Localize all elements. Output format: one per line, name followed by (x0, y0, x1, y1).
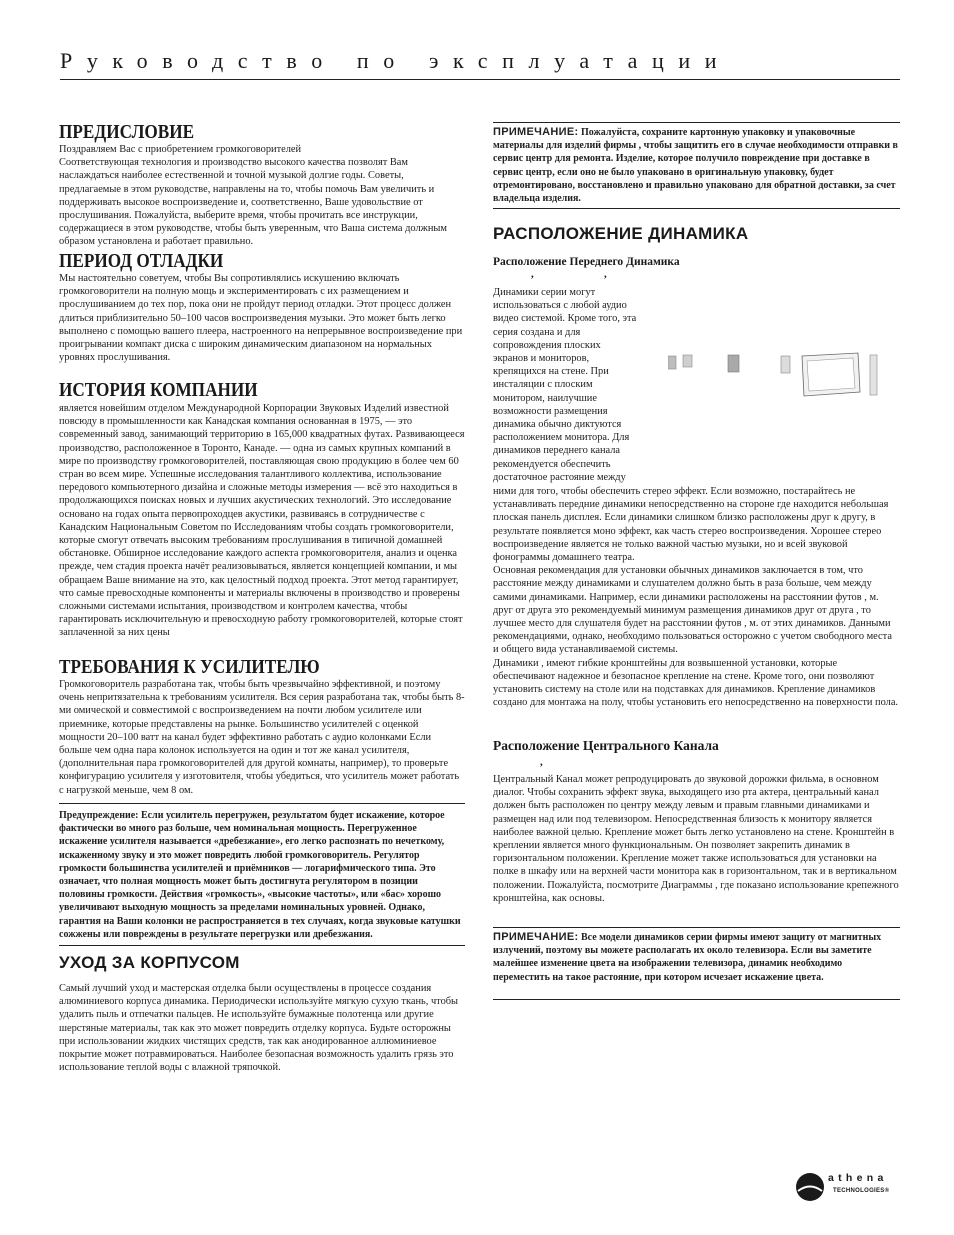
comma-mark: , (604, 268, 607, 280)
note1 (493, 126, 900, 205)
preface-text: Поздравляем Вас с приобретением громкоговорителей Соответствующая технология и производство высокого качества позволят Вам наслаждаться наиболее естественной и точной музыкой долгие годы. Советы, предлагаемые в этом руководстве, направлены на то, чтобы помочь Вам увеличить и поддерживать высокое воспроизведение и, соответственно, Ваше удовольствие от прослушивания. Пожалуйста, выберите время, чтобы прочитать все инструкции, содержащиеся в этом руководстве, чтобы быть уверенным, что Ваша система должным образом установлена и работает правильно. (59, 144, 447, 248)
front-placement-text-narrow: Динамики серии могут использоваться с любой аудио видео системой. Кроме того, эта серия создана и для сопровождения плоских экранов и мониторов, крепящихся на стене. При инсталяции с плоским монитором, наилучшие возможности размещения динамика обычно диктуются расположением монитора. Для динамиков переднего канала рекомендуется обеспечить достаточное растояние между (493, 287, 637, 483)
break-in-text: Мы настоятельно советуем, чтобы Вы сопротивлялись искушению включать громкоговорители на полную мощь и экспериментировать с их размещением и прослушиванием до тех пор, пока они не пройдут период отладки. Этот процесс должен длиться приблизительно 50–100 часов воспроизведения музыки. Это может быть легко выполнено с помощью вашего плеера, настроенного на непрерывное воспроизведение при проигрывании компакт диска с широким динамическим диапазоном на нормальных уровнях прослушивания. (59, 273, 463, 364)
note2-top-rule (493, 927, 900, 928)
front-placement-subheading: Расположение Переднего Динамика (493, 256, 680, 268)
comma-mark: , (540, 756, 543, 768)
preface-heading: ПРЕДИСЛОВИЕ (59, 121, 195, 143)
center-placement-text: Центральный Канал может репродуцировать до звуковой дорожки фильма, в основном диалог. Чтобы сохранить эффект звука, выходящего изо рта актера, центральный канал должен быть расположен по центру между левым и правым главными динамиками и размещен над или под телевизором. Непосредственная близость к монитору является наиболее важной целью. Крепление может быть легко установлено на стене. Кронштейн в креплении является много функциональным. Он позволяет закрепить динамик в горизонтальном положении. Крепление может также использоваться для установки на полке в шкафу или на верхней части монитора как в горизонтальном, так и в вертикальном положении. Пожалуйста, посмотрите Диаграммы , где показано использование крепежного кронштейна, как основы. (493, 774, 899, 904)
history-heading: ИСТОРИЯ КОМПАНИИ (59, 379, 258, 401)
page-header-title: Руководство по эксплуатации (60, 48, 732, 73)
speaker-tower-left (781, 356, 790, 373)
break-in-heading: ПЕРИОД ОТЛАДКИ (59, 250, 224, 272)
cabinet-care-text: Самый лучший уход и мастерская отделка были осуществлены в процессе создания алюминиевого корпуса динамика. Периодически используйте мягкую сухую ткань, чтобы удалить пыль и отпечатки пальцев. Не используйте бумажные полотенца или другие шерстяные материалы, так как это может повредить отделку корпуса. Будьте осторожны при использовании жидких чистящих средств, так как анодированное аллюминиевое покрытие может потравмироваться. Наиболее безопасная возможность удалить грязь это использование теплой воды с влажной тряпочкой. (59, 983, 459, 1074)
note1-top-rule (493, 122, 900, 123)
amplifier-heading: ТРЕБОВАНИЯ К УСИЛИТЕЛЮ (59, 656, 320, 678)
amplifier-text: Громкоговоритель разработана так, чтобы быть чрезвычайно эффективной, и поэтому очень непритязательна к требованиям усилителя. Вся серия разработана так, чтобы быть 8-ми омической и совместимой с воспроизведением на почти любом усилителе или приемнике, которые представлены на рынке. Большинство усилителей с оценкой мощности 20–100 ватт на канал будет эффективно работать с аудио колонками Если больше чем одна пара колонок используется на один и тот же канал усилителя, (дополнительная пара громкоговорителей для другой комнаты, например), то проверьте конфигурацию усилителя у изготовителя, чтобы убедиться, что усилитель может работать с нагрузкой меньше, чем 8 ом. (59, 679, 465, 796)
center-placement-subheading: Расположение Центрального Канала (493, 738, 719, 753)
history-text: является новейшим отделом Международной Корпорации Звуковых Изделий известной повсюду в промышленности как Канадская компания основанная в 1975, — это современный завод, занимающий территорию в 165,000 квадратных футах. Развивающееся производство, расположенное в Торонто, Канаде. — одна из самых крупных компаний в мире по производству громкоговорителей, поставляющая свою продукцию в более чем 60 стран во всем мире. Успешные исследования талантливого коллектива, использование передового компьютерного дизайна и сложные методы измерения — всё это находиться в продолжающихся поисках новых и лучших акустических технологий. Это исследование основано на годах опыта первопроходцев акустики, развиваясь в сотрудничестве с Канадским Национальным Советом по Исследованиям чтобы создать громкоговорители, которые смогут отвечать высоким требованиям прослушивания в типичной домашней обстановке. Обширное исследование каждого аспекта громкоговорителя, анализ и оценка прежде, чем стадия проекта начёт реализовываться, является концепцией компании, и мы обращаем Ваше внимание на это, как целостный подход проекта. Этот метод гарантирует, что самые превосходные компоненты и материалы включены в производство и проверены сложными системами испытания, производством и контролем качества, чтобы гарантировать исключительную и превосходную работу громкоговорителей, которые стоят заплаченной за них цены (59, 403, 465, 639)
cabinet-care-heading: УХОД ЗА КОРПУСОМ (59, 953, 240, 972)
note1-label: ПРИМЕЧАНИЕ: (493, 126, 579, 138)
speaker-medium (728, 355, 739, 372)
speaker-lineup-illustration (668, 352, 898, 400)
logo-wordmark: athena (828, 1172, 888, 1184)
note2-bottom-rule (493, 999, 900, 1000)
speaker-tower-right (870, 355, 877, 395)
front-placement-text-wide: ними для того, чтобы обеспечить стерео эффект. Если возможно, постарайтесь не устанавливать передние динамики непосредственно на стороне где находится небольшая плоская панель дисплея. Если динамики слишком близко расположены друг к другу, в результате появляется моно эффект, как часть стерео воспроизведения. Хорошее стерео воспроизведение является не только важной частью музыки, но и всей звуковой фонограммы домашнего театра. Основная рекомендация для установки обычных динамиков заключается в том, что расстояние между динамиками и слушателем должно быть в раза больше, чем между самими динамиками. Например, если динамики расположены на расстоянии футов , м. друг от друга это рекомендуемый минимум размещения динамиков друг от друга , то лучшее место для слушателя будет на расстоянии футов , м. от этих динамиков. Данными рекомендациями, однако, необходимо пользоваться осторожно с учетом свободного места и общего вида устанавливаемой системы. Динамики , имеют гибкие кронштейны для возвышенной установки, которые обеспечивают надежное и безопасное крепление на стене. Кроме того, они позволяют установить систему на столе или на подставках для динамиков. Крепление динамиков создано для монтажа на полу, чтобы установить его непосредственно на поверхности пола. (493, 486, 899, 709)
note2 (493, 931, 900, 984)
placement-heading: РАСПОЛОЖЕНИЕ ДИНАМИКА (493, 224, 749, 243)
note2-label: ПРИМЕЧАНИЕ: (493, 931, 579, 943)
speaker-small-2 (683, 355, 692, 367)
note1-text: Пожалуйста, сохраните картонную упаковку и упаковочные материалы для изделий фирмы , чтобы защитить его в случае необходимости отправки в сервис центр для ремонта. Изделие, которое получило повреждение при доставке в сервис центр, если оно не было упаковано в оригинальную упаковку, будет отремонтировано, восстановлено и правильно упаковано для обратной доставки, за счет владельца изделия. (493, 127, 898, 205)
amplifier-warning: Предупреждение: Если усилитель перегружен, результатом будет искажение, которое фактически во много раз больше, чем номинальная мощность. Перегруженное искажение усилителя называется «дребезжание», его легко распознать по нечеткому, искаженному звуку и это может повредить любой громкоговоритель. Регулятор громкости большинства усилителей и приёмников — логарифмического типа. Это означает, что полная мощность может быть достигнута регулятором в позиции половины громкости. Действия «громкость», «высокие частоты», или «бас» хорошо увеличивают выходную мощность за пределами номинальных уровней. Однако, гарантия на Ваши колонки не распространяется в тех случаях, когда звуковые катушки сожжены или повреждены в результате перегрузки или дребезжания. (59, 810, 461, 940)
speaker-small-1 (668, 356, 676, 369)
note1-bottom-rule (493, 208, 900, 209)
warning-top-rule (59, 803, 465, 804)
logo-tagline: TECHNOLOGIES® (833, 1188, 890, 1194)
athena-logo-icon (795, 1172, 825, 1202)
comma-mark: , (531, 268, 534, 280)
header-divider (60, 79, 900, 80)
warning-bottom-rule (59, 945, 465, 946)
note2-text: Все модели динамиков серии фирмы имеют защиту от магнитных излучений, поэтому вы можете располагать их около телевизора. Если вы заметите малейшее изменение цвета на изображении телевизора, динамик необходимо переместить на такое растояние, при котором исчезает искажение цвета. (493, 932, 882, 983)
